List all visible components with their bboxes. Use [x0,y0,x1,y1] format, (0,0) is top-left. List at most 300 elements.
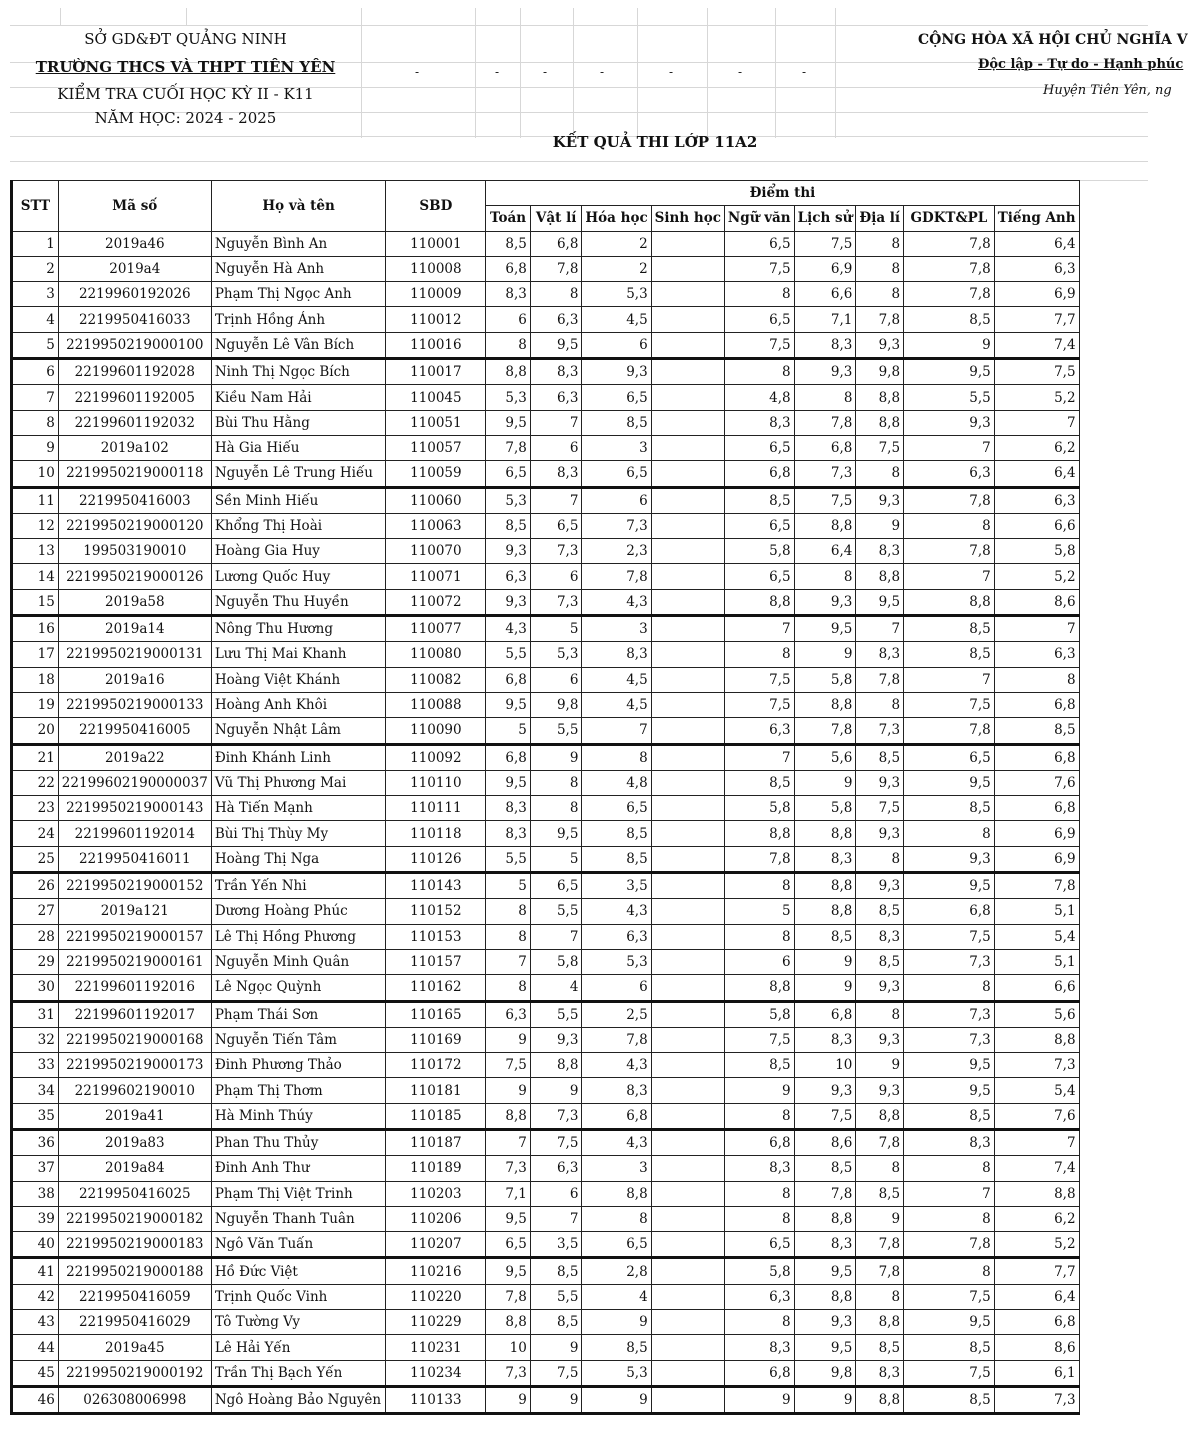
empty-cell [1079,539,1148,564]
gridline [775,8,776,138]
score-cell [651,949,724,974]
score-cell: 8,3 [530,359,582,385]
table-row [12,744,1149,770]
score-cell: 9,3 [904,846,995,872]
table-row [12,1360,1149,1386]
student-id-cell: 2219950219000131 [58,642,211,667]
score-cell [651,692,724,717]
student-id-cell: 2219950219000118 [58,461,211,487]
stt-cell: 17 [12,642,59,667]
student-name-cell: Bùi Thu Hằng [211,410,386,435]
student-name-cell: Nguyễn Bình An [211,231,386,256]
empty-cell [1079,1027,1148,1052]
empty-cell [1079,642,1148,667]
table-row [12,1103,1149,1129]
score-cell: 8,8 [794,513,856,538]
score-cell: 8,5 [486,231,531,256]
score-cell: 9 [904,332,995,358]
student-name-cell: Ngô Hoàng Bảo Nguyên [211,1386,386,1413]
score-cell: 7,8 [486,1284,531,1309]
score-cell: 8,3 [794,846,856,872]
stt-cell: 12 [12,513,59,538]
sbd-cell: 110169 [386,1027,486,1052]
score-cell: 9 [486,1027,531,1052]
student-name-cell: Phạm Thị Việt Trinh [211,1181,386,1206]
sbd-cell: 110229 [386,1310,486,1335]
table-row [12,564,1149,589]
gridline [10,161,1148,181]
table-row [12,770,1149,795]
score-cell: 8,3 [724,1156,794,1181]
score-cell: 8 [794,385,856,410]
score-cell: 4,3 [486,616,531,642]
score-cell: 6,8 [904,899,995,924]
student-id-cell: 2219950219000161 [58,949,211,974]
stt-cell: 1 [12,231,59,256]
table-row [12,359,1149,385]
score-cell: 3,5 [582,873,651,899]
score-cell: 7,3 [856,718,904,744]
score-cell: 8,5 [856,1335,904,1360]
score-cell [651,461,724,487]
student-id-cell: 2019a14 [58,616,211,642]
stt-cell: 42 [12,1284,59,1309]
stt-cell: 32 [12,1027,59,1052]
stt-cell: 29 [12,949,59,974]
empty-cell [1079,1001,1148,1027]
score-cell: 8,6 [994,589,1079,615]
sbd-cell: 110001 [386,231,486,256]
sbd-cell: 110111 [386,796,486,821]
score-cell: 8 [856,1284,904,1309]
stt-cell: 2 [12,256,59,281]
sbd-cell: 110110 [386,770,486,795]
score-cell: 7,3 [904,1001,995,1027]
score-cell: 8,3 [582,642,651,667]
score-cell: 9 [582,1310,651,1335]
score-cell: 8,8 [794,873,856,899]
table-row [12,307,1149,332]
score-cell: 7,5 [904,1360,995,1386]
score-cell: 7,3 [486,1156,531,1181]
score-cell [651,1258,724,1284]
score-cell: 7,5 [724,692,794,717]
gridline [520,8,521,138]
score-cell: 7,8 [904,256,995,281]
score-cell [651,385,724,410]
score-cell: 9 [582,1386,651,1413]
sbd-cell: 110187 [386,1129,486,1155]
score-cell: 7,3 [582,513,651,538]
score-cell: 9,5 [904,1310,995,1335]
score-cell: 7,8 [530,256,582,281]
score-cell: 6,9 [994,821,1079,846]
student-name-cell: Ninh Thị Ngọc Bích [211,359,386,385]
sbd-cell: 110016 [386,332,486,358]
stt-cell: 22 [12,770,59,795]
table-row [12,1129,1149,1155]
score-cell: 8,3 [724,1335,794,1360]
score-cell: 8,3 [724,410,794,435]
stt-cell: 24 [12,821,59,846]
column-header-subject: Ngữ văn [724,206,794,231]
score-cell: 6,8 [794,1001,856,1027]
sbd-cell: 110009 [386,282,486,307]
score-cell: 8 [856,846,904,872]
score-cell: 8,5 [530,1310,582,1335]
dash-mark: - [738,65,743,79]
score-cell: 8 [724,1103,794,1129]
score-cell: 4,3 [582,1129,651,1155]
sbd-cell: 110070 [386,539,486,564]
score-cell: 6,9 [794,256,856,281]
score-cell: 9,3 [856,821,904,846]
dash-mark: - [669,65,674,79]
student-id-cell: 2019a102 [58,435,211,460]
score-cell: 7,8 [856,667,904,692]
student-name-cell: Nông Thu Hương [211,616,386,642]
score-cell: 4,5 [582,307,651,332]
table-row [12,256,1149,281]
score-cell: 9,3 [856,487,904,513]
score-cell: 7 [530,410,582,435]
student-name-cell: Phạm Thái Sơn [211,1001,386,1027]
score-cell: 8,8 [724,821,794,846]
score-cell: 4,8 [724,385,794,410]
score-cell [651,667,724,692]
sbd-cell: 110234 [386,1360,486,1386]
score-cell: 6,5 [724,1232,794,1258]
score-cell: 8,5 [904,796,995,821]
score-cell: 5,8 [724,539,794,564]
column-header-subject: Toán [486,206,531,231]
stt-cell: 16 [12,616,59,642]
sbd-cell: 110059 [386,461,486,487]
table-row [12,1206,1149,1231]
table-row [12,513,1149,538]
score-cell: 7,5 [530,1129,582,1155]
score-cell: 8 [724,282,794,307]
stt-cell: 40 [12,1232,59,1258]
sbd-cell: 110207 [386,1232,486,1258]
score-cell: 5,5 [530,1284,582,1309]
score-cell: 6 [582,332,651,358]
score-cell: 7,5 [794,487,856,513]
empty-cell [1079,1386,1148,1413]
score-cell: 7,8 [724,846,794,872]
empty-cell [1079,487,1148,513]
table-row [12,1232,1149,1258]
score-cell: 5 [486,873,531,899]
score-cell: 9 [530,1386,582,1413]
score-cell [651,975,724,1001]
score-cell: 8,3 [486,796,531,821]
score-cell: 5,2 [994,564,1079,589]
score-cell: 8,5 [794,924,856,949]
student-id-cell: 2219950219000120 [58,513,211,538]
score-cell: 6,6 [794,282,856,307]
student-name-cell: Đinh Phương Thảo [211,1053,386,1078]
score-cell: 6 [486,307,531,332]
score-cell: 5 [530,846,582,872]
empty-cell [1079,744,1148,770]
score-cell: 6,5 [724,564,794,589]
score-cell: 7 [904,667,995,692]
score-cell: 8,5 [724,770,794,795]
sbd-cell: 110082 [386,667,486,692]
score-cell: 8,3 [794,1027,856,1052]
score-cell: 2,8 [582,1258,651,1284]
score-cell: 8 [856,282,904,307]
score-cell: 6 [582,487,651,513]
score-cell: 6 [530,435,582,460]
score-cell: 8,5 [904,1103,995,1129]
score-cell [651,564,724,589]
empty-cell [1079,924,1148,949]
score-cell: 7 [724,616,794,642]
gridline [835,8,836,138]
sbd-cell: 110012 [386,307,486,332]
score-cell: 7,5 [486,1053,531,1078]
score-cell: 8,8 [724,589,794,615]
student-id-cell: 2019a16 [58,667,211,692]
score-cell: 7,6 [994,1103,1079,1129]
score-cell [651,410,724,435]
school-year: NĂM HỌC: 2024 - 2025 [94,109,277,127]
score-cell: 8,8 [994,1181,1079,1206]
score-cell: 8,3 [904,1129,995,1155]
score-cell [651,796,724,821]
column-header-ma-so: Mã số [58,181,211,232]
score-cell: 8,5 [530,1258,582,1284]
table-row [12,461,1149,487]
empty-cell [1079,616,1148,642]
score-cell: 8,8 [794,899,856,924]
score-cell: 7,8 [856,1129,904,1155]
dash-mark: - [802,65,807,79]
student-name-cell: Nguyễn Lê Trung Hiếu [211,461,386,487]
score-cell: 6,5 [582,385,651,410]
school-name: TRƯỜNG THCS VÀ THPT TIÊN YÊN [35,58,336,76]
student-name-cell: Nguyễn Tiến Tâm [211,1027,386,1052]
score-cell: 9,5 [794,616,856,642]
stt-cell: 23 [12,796,59,821]
score-cell: 6,3 [994,256,1079,281]
score-cell: 7 [904,564,995,589]
score-cell: 7 [904,1181,995,1206]
sbd-cell: 110072 [386,589,486,615]
empty-cell [1079,307,1148,332]
table-row [12,589,1149,615]
score-cell [651,1232,724,1258]
score-cell: 8,5 [856,949,904,974]
sbd-cell: 110189 [386,1156,486,1181]
empty-cell [1079,1103,1148,1129]
score-cell: 8,8 [530,1053,582,1078]
student-id-cell: 026308006998 [58,1386,211,1413]
dash-mark: - [543,65,548,79]
empty-cell [1079,949,1148,974]
column-header-subject: Hóa học [582,206,651,231]
score-cell: 6 [724,949,794,974]
table-row [12,487,1149,513]
score-cell: 7,5 [724,256,794,281]
score-cell: 6,5 [724,231,794,256]
score-cell: 7 [530,1206,582,1231]
score-cell: 6,6 [994,975,1079,1001]
empty-cell [1079,1053,1148,1078]
score-cell: 6,8 [724,461,794,487]
score-cell: 5,2 [994,1232,1079,1258]
table-row [12,539,1149,564]
stt-cell: 18 [12,667,59,692]
score-cell: 7,3 [904,949,995,974]
student-name-cell: Bùi Thị Thùy My [211,821,386,846]
score-cell: 7,8 [904,231,995,256]
score-cell: 6,2 [994,1206,1079,1231]
column-header-ho-ten: Họ và tên [211,181,386,232]
score-cell: 8,5 [582,1335,651,1360]
table-row [12,899,1149,924]
student-id-cell: 2019a45 [58,1335,211,1360]
score-cell [651,589,724,615]
sbd-cell: 110051 [386,410,486,435]
sbd-cell: 110162 [386,975,486,1001]
score-cell: 6,3 [486,1001,531,1027]
score-cell: 8,8 [856,1103,904,1129]
student-name-cell: Dương Hoàng Phúc [211,899,386,924]
sbd-cell: 110172 [386,1053,486,1078]
score-cell: 8,8 [856,1310,904,1335]
score-cell: 6,8 [724,1360,794,1386]
score-cell: 6,5 [724,513,794,538]
score-cell: 7,8 [904,718,995,744]
table-row [12,435,1149,460]
score-cell: 5,8 [724,1001,794,1027]
sbd-cell: 110126 [386,846,486,872]
student-id-cell: 2219950416011 [58,846,211,872]
student-name-cell: Kiều Nam Hải [211,385,386,410]
empty-cell [1079,231,1148,256]
score-cell: 5,5 [530,1001,582,1027]
table-row [12,282,1149,307]
sbd-cell: 110090 [386,718,486,744]
empty-cell [1079,796,1148,821]
table-row [12,1386,1149,1413]
stt-cell: 25 [12,846,59,872]
score-cell: 9,5 [486,1258,531,1284]
score-cell [651,359,724,385]
score-cell: 7 [994,410,1079,435]
table-row [12,385,1149,410]
score-cell: 6,5 [724,307,794,332]
empty-cell [1079,1078,1148,1103]
table-row [12,846,1149,872]
student-id-cell: 2019a22 [58,744,211,770]
stt-cell: 44 [12,1335,59,1360]
score-cell: 9,3 [486,589,531,615]
table-row [12,1156,1149,1181]
empty-cell [1079,692,1148,717]
sbd-cell: 110143 [386,873,486,899]
score-cell: 7,8 [904,487,995,513]
score-cell: 9,3 [856,975,904,1001]
score-cell: 5,3 [530,642,582,667]
student-name-cell: Sền Minh Hiếu [211,487,386,513]
score-cell: 6,5 [530,513,582,538]
empty-cell [1079,461,1148,487]
empty-cell [1079,564,1148,589]
score-cell: 9 [856,1053,904,1078]
score-cell [651,487,724,513]
score-cell: 8,5 [994,718,1079,744]
score-cell [651,1386,724,1413]
gridline [60,8,61,25]
score-cell: 6,8 [724,1129,794,1155]
score-cell: 8 [486,899,531,924]
score-cell [651,846,724,872]
score-cell: 9 [486,1386,531,1413]
score-cell [651,1335,724,1360]
score-cell: 6,8 [994,796,1079,821]
score-cell: 4,3 [582,589,651,615]
empty-cell [1079,846,1148,872]
score-cell: 9,3 [794,589,856,615]
sbd-cell: 110185 [386,1103,486,1129]
score-cell: 7,8 [794,718,856,744]
score-cell: 8,5 [904,616,995,642]
stt-cell: 4 [12,307,59,332]
sbd-cell: 110088 [386,692,486,717]
score-cell: 5,5 [486,642,531,667]
score-cell: 6,4 [994,461,1079,487]
score-cell: 9 [530,1078,582,1103]
score-cell: 7,4 [994,332,1079,358]
gridline [10,8,1148,26]
student-name-cell: Nguyễn Minh Quân [211,949,386,974]
score-cell [651,256,724,281]
table-row [12,1001,1149,1027]
dash-mark: - [495,65,500,79]
score-cell: 8 [486,975,531,1001]
student-id-cell: 2019a84 [58,1156,211,1181]
score-cell: 7,5 [856,435,904,460]
score-cell: 9,5 [904,1053,995,1078]
student-id-cell: 2219950416003 [58,487,211,513]
score-cell: 8,8 [994,1027,1079,1052]
score-cell: 6,9 [994,282,1079,307]
score-cell: 8,5 [904,1335,995,1360]
stt-cell: 15 [12,589,59,615]
empty-cell [1079,975,1148,1001]
student-name-cell: Đinh Anh Thư [211,1156,386,1181]
student-id-cell: 22199601192014 [58,821,211,846]
stt-cell: 11 [12,487,59,513]
score-cell: 5,3 [582,1360,651,1386]
score-cell: 7 [904,435,995,460]
student-id-cell: 22199602190000037 [58,770,211,795]
sbd-cell: 110152 [386,899,486,924]
score-cell [651,1129,724,1155]
empty-cell [1079,1284,1148,1309]
score-cell: 7 [530,924,582,949]
stt-cell: 33 [12,1053,59,1078]
score-cell: 8,3 [856,924,904,949]
score-cell: 5,5 [530,718,582,744]
score-cell: 5,3 [582,282,651,307]
score-cell: 5,8 [794,667,856,692]
score-cell: 7,8 [582,564,651,589]
